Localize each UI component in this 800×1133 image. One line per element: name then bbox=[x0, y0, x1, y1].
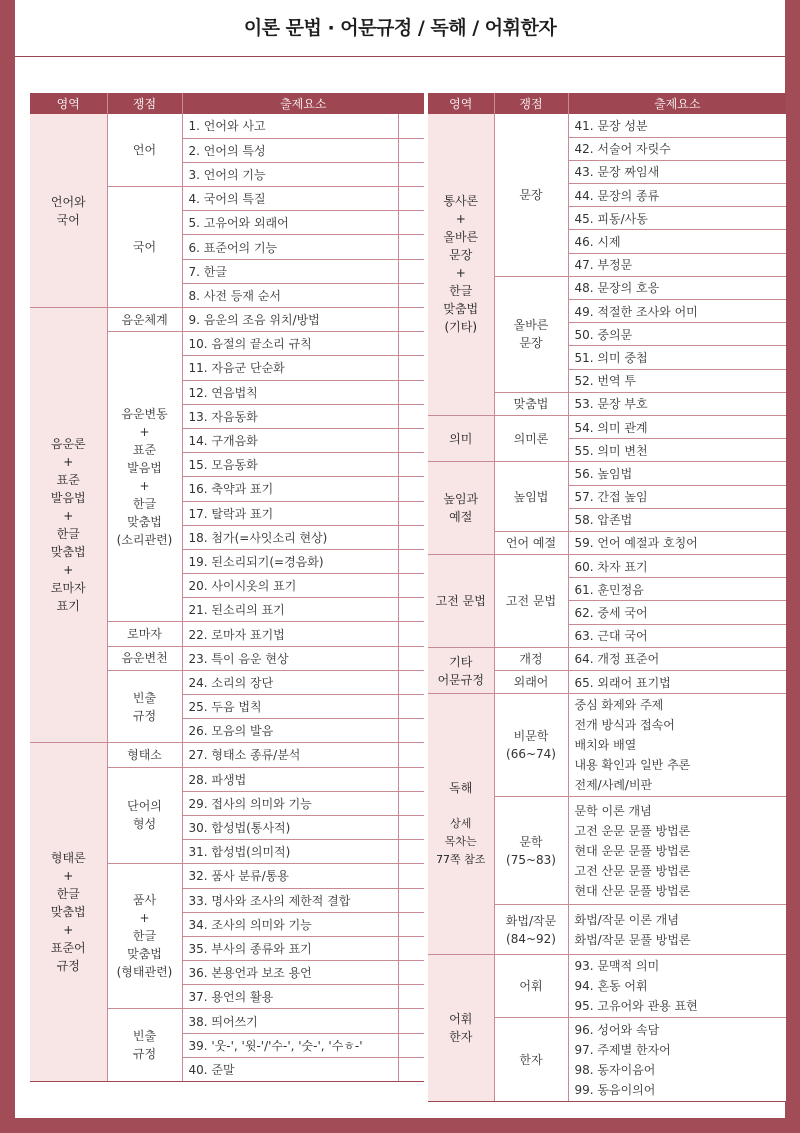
item-cell: 37. 용언의 활용 bbox=[182, 985, 398, 1009]
item-cell: 49. 적절한 조사와 어미 bbox=[568, 300, 786, 323]
area-cell bbox=[428, 694, 494, 955]
item-cell: 41. 문장 성분 bbox=[568, 114, 786, 137]
item-cell: 33. 명사와 조사의 제한적 결합 bbox=[182, 888, 398, 912]
item-line: 배치와 배열 bbox=[574, 738, 637, 753]
header-area: 영역 bbox=[428, 93, 494, 114]
item-cell: 31. 합성법(의미적) bbox=[182, 840, 398, 864]
issue-cell: 비문학 (66~74) bbox=[494, 694, 568, 797]
issue-cell: 음운변천 bbox=[107, 646, 182, 670]
item-cell: 27. 형태소 종류/분석 bbox=[182, 743, 398, 767]
item-line: 현대 운문 문풀 방법론 bbox=[574, 843, 691, 858]
check-box-cell bbox=[398, 501, 424, 525]
item-cell bbox=[568, 797, 786, 905]
issue-cell: 화법/작문 (84~92) bbox=[494, 905, 568, 955]
issue-cell: 맞춤법 bbox=[494, 392, 568, 415]
item-cell: 11. 자음군 단순화 bbox=[182, 356, 398, 380]
item-line: 전개 방식과 접속어 bbox=[574, 718, 675, 733]
item-cell: 65. 외래어 표기법 bbox=[568, 671, 786, 694]
area-label: 형태론 + 한글 맞춤법 + 표준어 규정 bbox=[50, 851, 86, 974]
item-cell: 3. 언어의 기능 bbox=[182, 162, 398, 186]
header-items: 출제요소 bbox=[568, 93, 786, 114]
check-box-cell bbox=[398, 380, 424, 404]
item-cell: 12. 연음법칙 bbox=[182, 380, 398, 404]
item-cell: 48. 문장의 호응 bbox=[568, 276, 786, 299]
item-cell: 51. 의미 중첩 bbox=[568, 346, 786, 369]
header-issue: 쟁점 bbox=[107, 93, 182, 114]
issue-cell: 어휘 bbox=[494, 955, 568, 1018]
item-line: 중심 화제와 주제 bbox=[574, 698, 664, 713]
check-box-cell bbox=[398, 453, 424, 477]
area-cell: 고전 문법 bbox=[428, 555, 494, 648]
issue-cell: 의미론 bbox=[494, 415, 568, 461]
item-line: 99. 동음이의어 bbox=[574, 1082, 656, 1097]
check-box-cell bbox=[398, 743, 424, 767]
item-cell: 30. 합성법(통사적) bbox=[182, 815, 398, 839]
page bbox=[15, 0, 785, 1118]
item-cell: 47. 부정문 bbox=[568, 253, 786, 276]
area-label: 음운론 + 표준 발음법 + 한글 맞춤법 + 로마자 표기 bbox=[50, 437, 86, 614]
header-items: 출제요소 bbox=[182, 93, 424, 114]
title-divider bbox=[15, 56, 785, 57]
area-cell: 어휘 한자 bbox=[428, 955, 494, 1102]
issue-cell: 단어의 형성 bbox=[107, 767, 182, 864]
item-cell: 15. 모음동화 bbox=[182, 453, 398, 477]
item-cell: 43. 문장 짜임새 bbox=[568, 160, 786, 183]
issue-cell: 언어 bbox=[107, 114, 182, 187]
check-box-cell bbox=[398, 211, 424, 235]
table-row bbox=[428, 462, 786, 485]
left-table bbox=[30, 93, 424, 1082]
check-box-cell bbox=[398, 259, 424, 283]
item-cell: 64. 개정 표준어 bbox=[568, 647, 786, 670]
check-box-cell bbox=[398, 187, 424, 211]
table-row bbox=[428, 694, 786, 797]
right-table bbox=[428, 93, 786, 1102]
check-box-cell bbox=[398, 622, 424, 646]
item-cell: 2. 언어의 특성 bbox=[182, 138, 398, 162]
item-cell: 25. 두음 법칙 bbox=[182, 695, 398, 719]
item-cell: 39. '웃-', '윗-'/'수-', '숫-', '수ㅎ-' bbox=[182, 1033, 398, 1057]
item-line: 95. 고유어와 관용 표현 bbox=[574, 999, 698, 1014]
item-cell: 1. 언어와 사고 bbox=[182, 114, 398, 138]
item-cell: 62. 중세 국어 bbox=[568, 601, 786, 624]
item-cell: 42. 서술어 자릿수 bbox=[568, 137, 786, 160]
issue-cell: 고전 문법 bbox=[494, 555, 568, 648]
item-cell: 14. 구개음화 bbox=[182, 428, 398, 452]
item-cell bbox=[568, 955, 786, 1018]
item-cell: 28. 파생법 bbox=[182, 767, 398, 791]
issue-cell: 형태소 bbox=[107, 743, 182, 767]
check-box-cell bbox=[398, 912, 424, 936]
item-cell: 61. 훈민정음 bbox=[568, 578, 786, 601]
issue-cell: 높임법 bbox=[494, 462, 568, 532]
check-box-cell bbox=[398, 525, 424, 549]
item-line: 96. 성어와 속담 bbox=[574, 1022, 660, 1037]
issue-cell: 외래어 bbox=[494, 671, 568, 694]
check-box-cell bbox=[398, 235, 424, 259]
item-cell: 52. 번역 투 bbox=[568, 369, 786, 392]
area-label: 독해 bbox=[449, 781, 473, 796]
item-line: 93. 문맥적 의미 bbox=[574, 959, 660, 974]
item-line: 현대 산문 문풀 방법론 bbox=[574, 883, 691, 898]
issue-cell: 문학 (75~83) bbox=[494, 797, 568, 905]
item-cell: 32. 품사 분류/통용 bbox=[182, 864, 398, 888]
item-cell: 63. 근대 국어 bbox=[568, 624, 786, 647]
item-line: 문학 이론 개념 bbox=[574, 803, 652, 818]
item-cell: 5. 고유어와 외래어 bbox=[182, 211, 398, 235]
check-box-cell bbox=[398, 767, 424, 791]
table-row bbox=[428, 955, 786, 1018]
check-box-cell bbox=[398, 815, 424, 839]
check-box-cell bbox=[398, 864, 424, 888]
check-box-cell bbox=[398, 356, 424, 380]
header-area: 영역 bbox=[30, 93, 107, 114]
item-cell: 13. 자음동화 bbox=[182, 404, 398, 428]
issue-cell: 로마자 bbox=[107, 622, 182, 646]
item-cell: 38. 띄어쓰기 bbox=[182, 1009, 398, 1033]
item-cell bbox=[568, 1018, 786, 1102]
check-box-cell bbox=[398, 574, 424, 598]
issue-cell: 음운변동 + 표준 발음법 + 한글 맞춤법 (소리관련) bbox=[107, 332, 182, 622]
check-box-cell bbox=[398, 308, 424, 332]
item-line: 화법/작문 이론 개념 bbox=[574, 912, 679, 927]
area-sub-label: 상세 목차는 77쪽 참조 bbox=[436, 817, 486, 867]
item-cell: 45. 피동/사동 bbox=[568, 207, 786, 230]
item-cell: 36. 본용언과 보조 용언 bbox=[182, 961, 398, 985]
check-box-cell bbox=[398, 428, 424, 452]
item-cell: 34. 조사의 의미와 기능 bbox=[182, 912, 398, 936]
check-box-cell bbox=[398, 840, 424, 864]
check-box-cell bbox=[398, 477, 424, 501]
item-cell: 53. 문장 부호 bbox=[568, 392, 786, 415]
issue-cell: 국어 bbox=[107, 187, 182, 308]
item-cell: 20. 사이시옷의 표기 bbox=[182, 574, 398, 598]
table-row bbox=[428, 415, 786, 438]
item-cell: 56. 높임법 bbox=[568, 462, 786, 485]
area-cell bbox=[30, 743, 107, 1082]
check-box-cell bbox=[398, 549, 424, 573]
table-row bbox=[428, 555, 786, 578]
check-box-cell bbox=[398, 695, 424, 719]
item-cell: 16. 축약과 표기 bbox=[182, 477, 398, 501]
check-box-cell bbox=[398, 1033, 424, 1057]
check-box-cell bbox=[398, 114, 424, 138]
item-cell: 19. 된소리되기(=경음화) bbox=[182, 549, 398, 573]
check-box-cell bbox=[398, 791, 424, 815]
item-cell: 18. 첨가(=사잇소리 현상) bbox=[182, 525, 398, 549]
issue-cell: 언어 예절 bbox=[494, 531, 568, 554]
check-box-cell bbox=[398, 936, 424, 960]
issue-cell: 올바른 문장 bbox=[494, 276, 568, 392]
issue-cell: 문장 bbox=[494, 114, 568, 276]
item-line: 고전 산문 문풀 방법론 bbox=[574, 863, 691, 878]
area-label: 언어와 국어 bbox=[50, 194, 86, 227]
item-line: 전제/사례/비판 bbox=[574, 778, 653, 793]
area-cell bbox=[30, 308, 107, 743]
item-cell: 17. 탈락과 표기 bbox=[182, 501, 398, 525]
item-line: 98. 동자이음어 bbox=[574, 1062, 656, 1077]
item-cell: 57. 간접 높임 bbox=[568, 485, 786, 508]
item-cell: 54. 의미 관계 bbox=[568, 415, 786, 438]
item-cell: 60. 차자 표기 bbox=[568, 555, 786, 578]
item-line: 97. 주제별 한자어 bbox=[574, 1042, 671, 1057]
check-box-cell bbox=[398, 1009, 424, 1033]
item-cell: 35. 부사의 종류와 표기 bbox=[182, 936, 398, 960]
item-cell: 21. 된소리의 표기 bbox=[182, 598, 398, 622]
check-box-cell bbox=[398, 961, 424, 985]
table-row bbox=[428, 114, 786, 137]
item-cell: 9. 음운의 조음 위치/방법 bbox=[182, 308, 398, 332]
check-box-cell bbox=[398, 162, 424, 186]
item-cell: 58. 압존법 bbox=[568, 508, 786, 531]
issue-cell: 음운체계 bbox=[107, 308, 182, 332]
issue-cell: 한자 bbox=[494, 1018, 568, 1102]
issue-cell: 빈출 규정 bbox=[107, 670, 182, 743]
check-box-cell bbox=[398, 646, 424, 670]
item-cell: 50. 중의문 bbox=[568, 323, 786, 346]
area-cell: 의미 bbox=[428, 415, 494, 461]
item-cell: 7. 한글 bbox=[182, 259, 398, 283]
table-row bbox=[30, 743, 424, 767]
check-box-cell bbox=[398, 719, 424, 743]
item-cell: 26. 모음의 발음 bbox=[182, 719, 398, 743]
area-cell: 기타 어문규정 bbox=[428, 647, 494, 693]
check-box-cell bbox=[398, 598, 424, 622]
header-issue: 쟁점 bbox=[494, 93, 568, 114]
left-table-header bbox=[30, 93, 424, 114]
page-title: 이론 문법 · 어문규정 / 독해 / 어휘한자 bbox=[243, 17, 557, 39]
check-box-cell bbox=[398, 888, 424, 912]
check-box-cell bbox=[398, 670, 424, 694]
item-line: 94. 혼동 어휘 bbox=[574, 979, 648, 994]
item-line: 내용 확인과 일반 추론 bbox=[574, 758, 691, 773]
check-box-cell bbox=[398, 985, 424, 1009]
item-cell: 24. 소리의 장단 bbox=[182, 670, 398, 694]
item-cell: 40. 준말 bbox=[182, 1057, 398, 1081]
item-cell: 59. 언어 예절과 호칭어 bbox=[568, 531, 786, 554]
item-cell: 22. 로마자 표기법 bbox=[182, 622, 398, 646]
item-cell: 6. 표준어의 기능 bbox=[182, 235, 398, 259]
item-cell bbox=[568, 905, 786, 955]
check-box-cell bbox=[398, 138, 424, 162]
check-box-cell bbox=[398, 404, 424, 428]
item-cell: 23. 특이 음운 현상 bbox=[182, 646, 398, 670]
item-line: 화법/작문 문풀 방법론 bbox=[574, 932, 691, 947]
right-table-header bbox=[428, 93, 786, 114]
issue-cell: 품사 + 한글 맞춤법 (형태관련) bbox=[107, 864, 182, 1009]
item-line: 고전 운문 문풀 방법론 bbox=[574, 823, 691, 838]
item-cell: 55. 의미 변천 bbox=[568, 439, 786, 462]
table-row bbox=[30, 114, 424, 138]
item-cell: 8. 사전 등재 순서 bbox=[182, 283, 398, 307]
area-cell: 높임과 예절 bbox=[428, 462, 494, 555]
item-cell: 4. 국어의 특질 bbox=[182, 187, 398, 211]
issue-cell: 개정 bbox=[494, 647, 568, 670]
item-cell: 46. 시제 bbox=[568, 230, 786, 253]
check-box-cell bbox=[398, 1057, 424, 1081]
area-cell: 통사론 + 올바른 문장 + 한글 맞춤법 (기타) bbox=[428, 114, 494, 415]
item-cell bbox=[568, 694, 786, 797]
table-row bbox=[428, 647, 786, 670]
item-cell: 44. 문장의 종류 bbox=[568, 184, 786, 207]
item-cell: 29. 접사의 의미와 기능 bbox=[182, 791, 398, 815]
check-box-cell bbox=[398, 332, 424, 356]
issue-cell: 빈출 규정 bbox=[107, 1009, 182, 1082]
check-box-cell bbox=[398, 283, 424, 307]
area-cell bbox=[30, 114, 107, 308]
table-row bbox=[30, 308, 424, 332]
item-cell: 10. 음절의 끝소리 규칙 bbox=[182, 332, 398, 356]
